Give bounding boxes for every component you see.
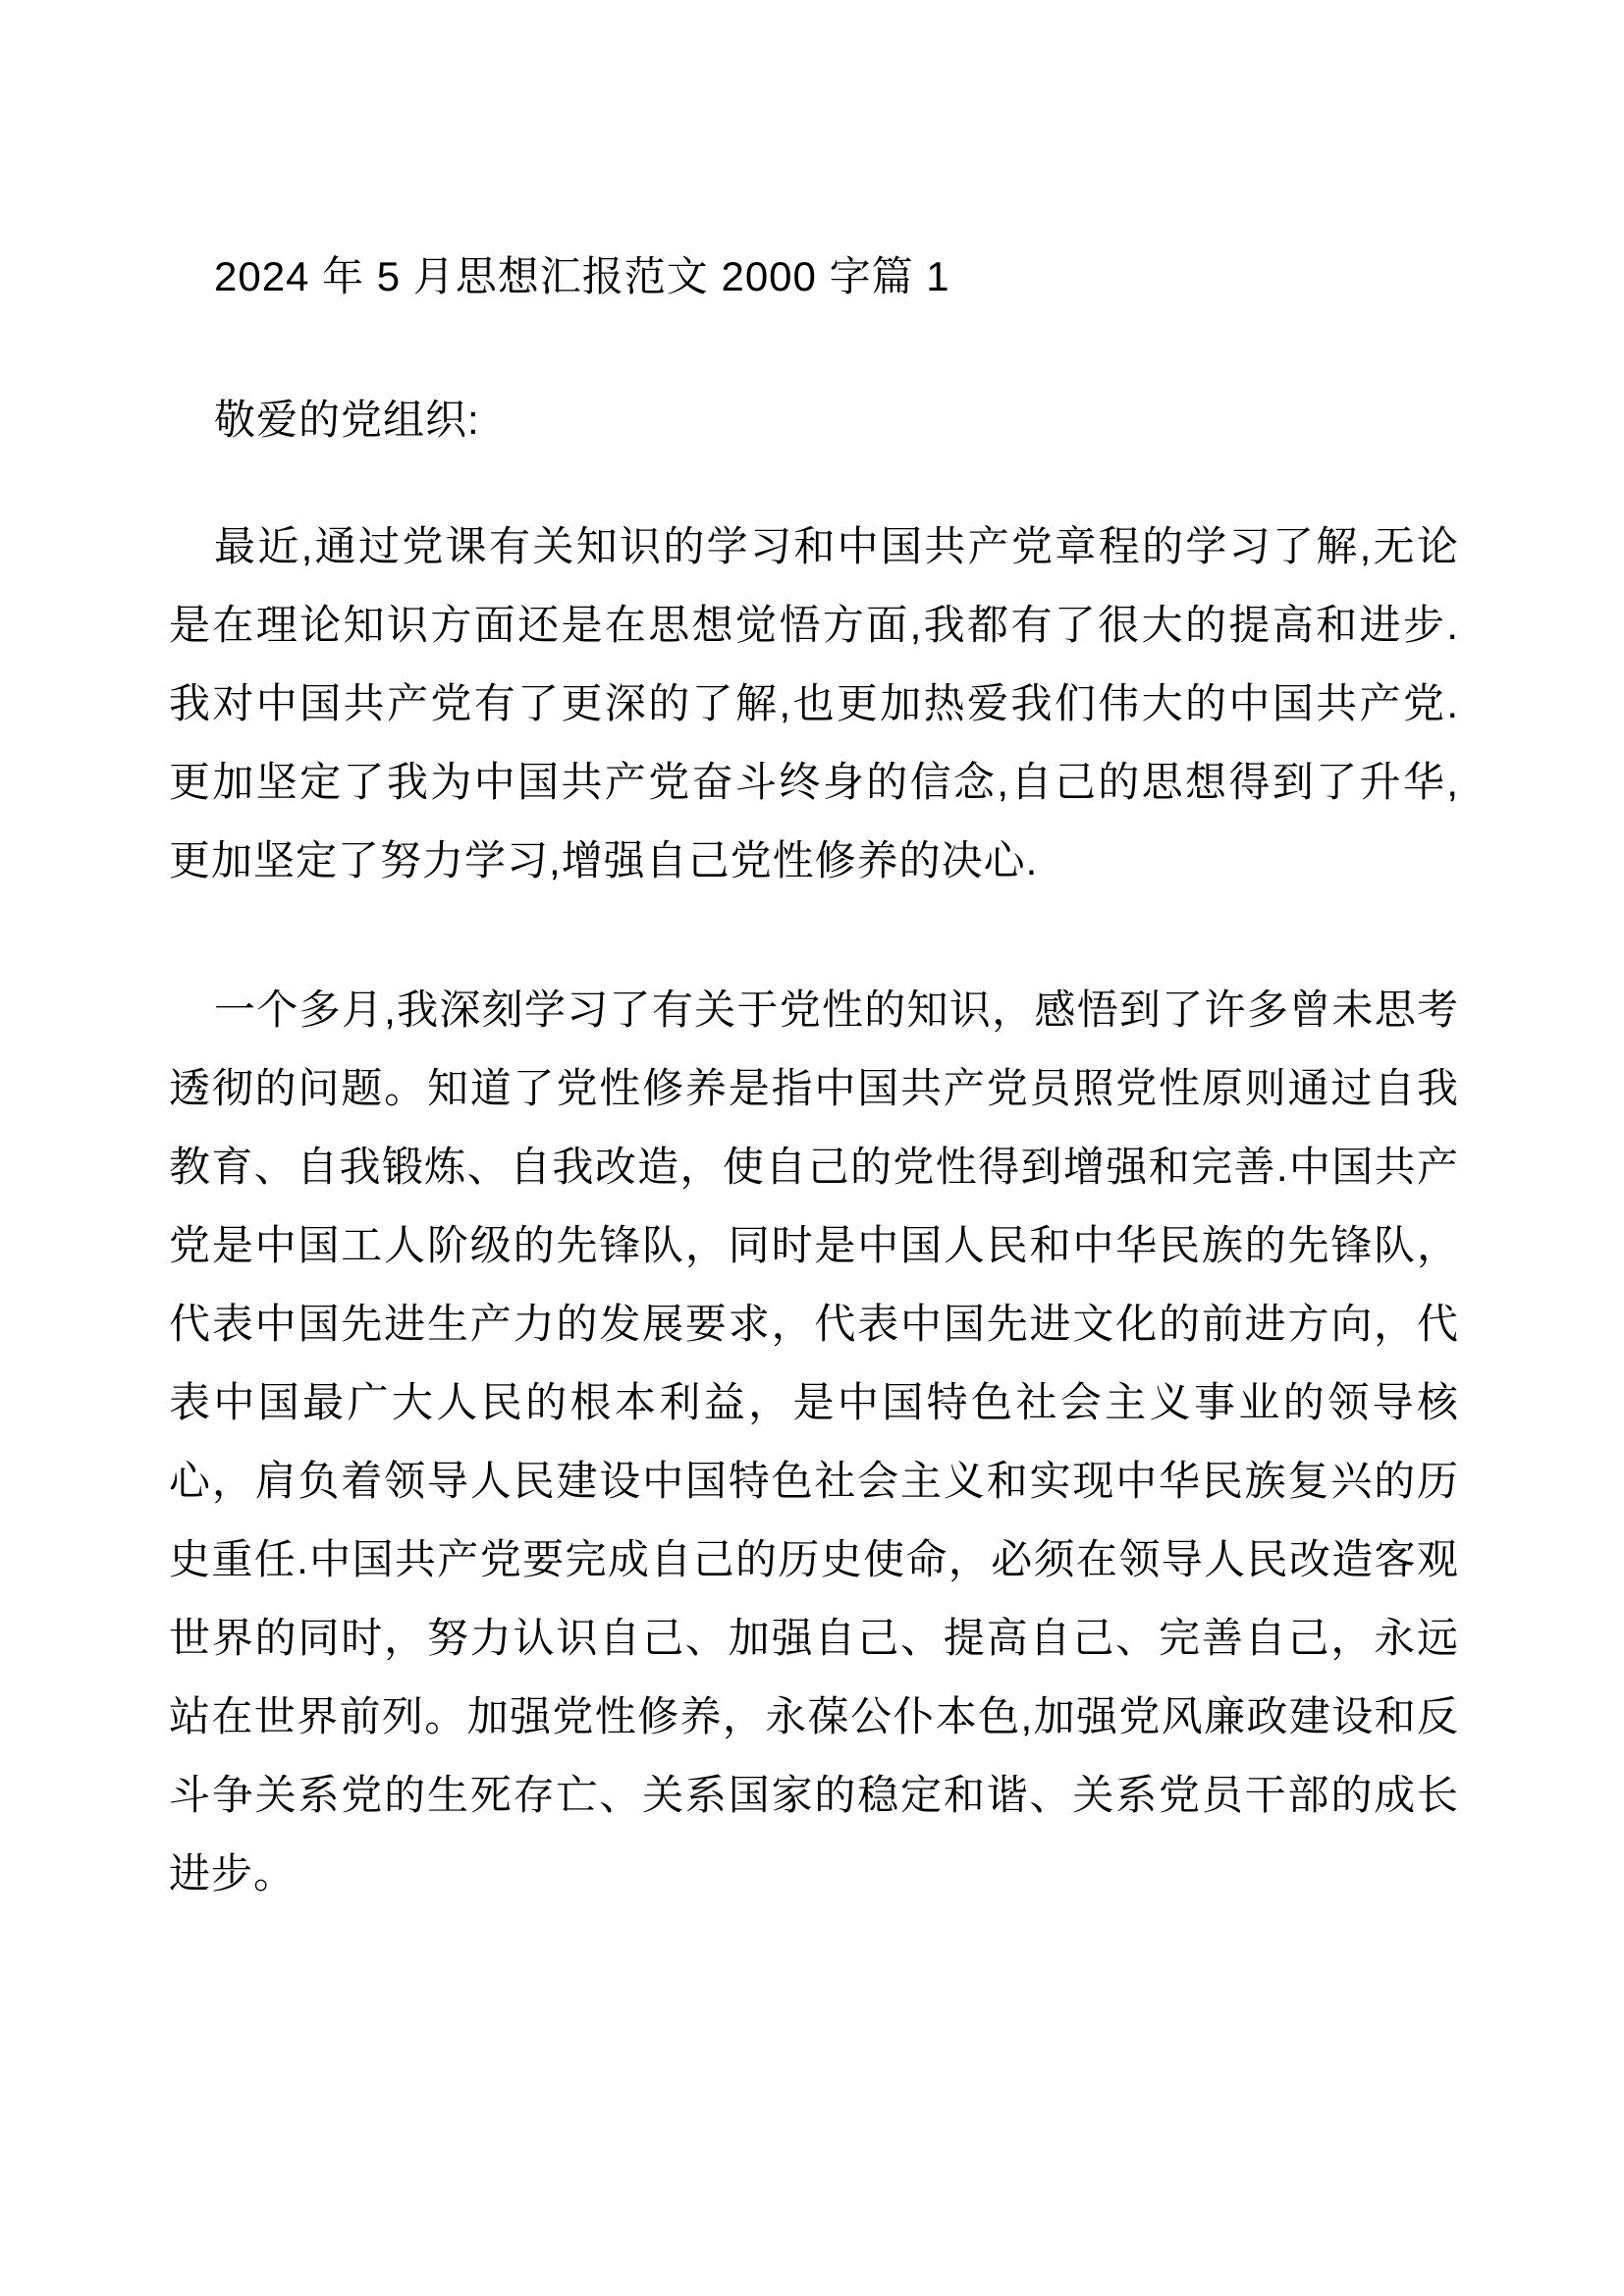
paragraph-1: 最近,通过党课有关知识的学习和中国共产党章程的学习了解,无论是在理论知识方面还是在思想觉悟方面,我都有了很大的提高和进步.我对中国共产党有了更深的了解,也更加热爱我们伟大的中国共产党.更加坚定了我为中国共产党奋斗终身的信念,自己的思想得到了升华,更加坚定了努力学习,增强自己党性修养的决心. <box>169 523 1459 883</box>
salutation: 敬爱的党组织: <box>214 397 480 443</box>
paragraph-2: 一个多月,我深刻学习了有关于党性的知识，感悟到了许多曾未思考透彻的问题。知道了党性修养是指中国共产党员照党性原则通过自我教育、自我锻炼、自我改造，使自己的党性得到增强和完善.中国共产党是中国工人阶级的先锋队，同时是中国人民和中华民族的先锋队，代表中国先进生产力的发展要求，代表中国先进文化的前进方向，代表中国最广大人民的根本利益，是中国特色社会主义事业的领导核心，肩负着领导人民建设中国特色社会主义和实现中华民族复兴的历史重任.中国共产党要完成自己的历史使命，必须在领导人民改造客观世界的同时，努力认识自己、加强自己、提高自己、完善自己，永远站在世界前列。加强党性修养，永葆公仆本色,加强党风廉政建设和反斗争关系党的生死存亡、关系国家的稳定和谐、关系党员干部的成长进步。 <box>169 987 1459 1896</box>
document-title: 2024 年 5 月思想汇报范文 2000 字篇 1 <box>214 253 950 299</box>
document-content <box>169 238 1459 1913</box>
